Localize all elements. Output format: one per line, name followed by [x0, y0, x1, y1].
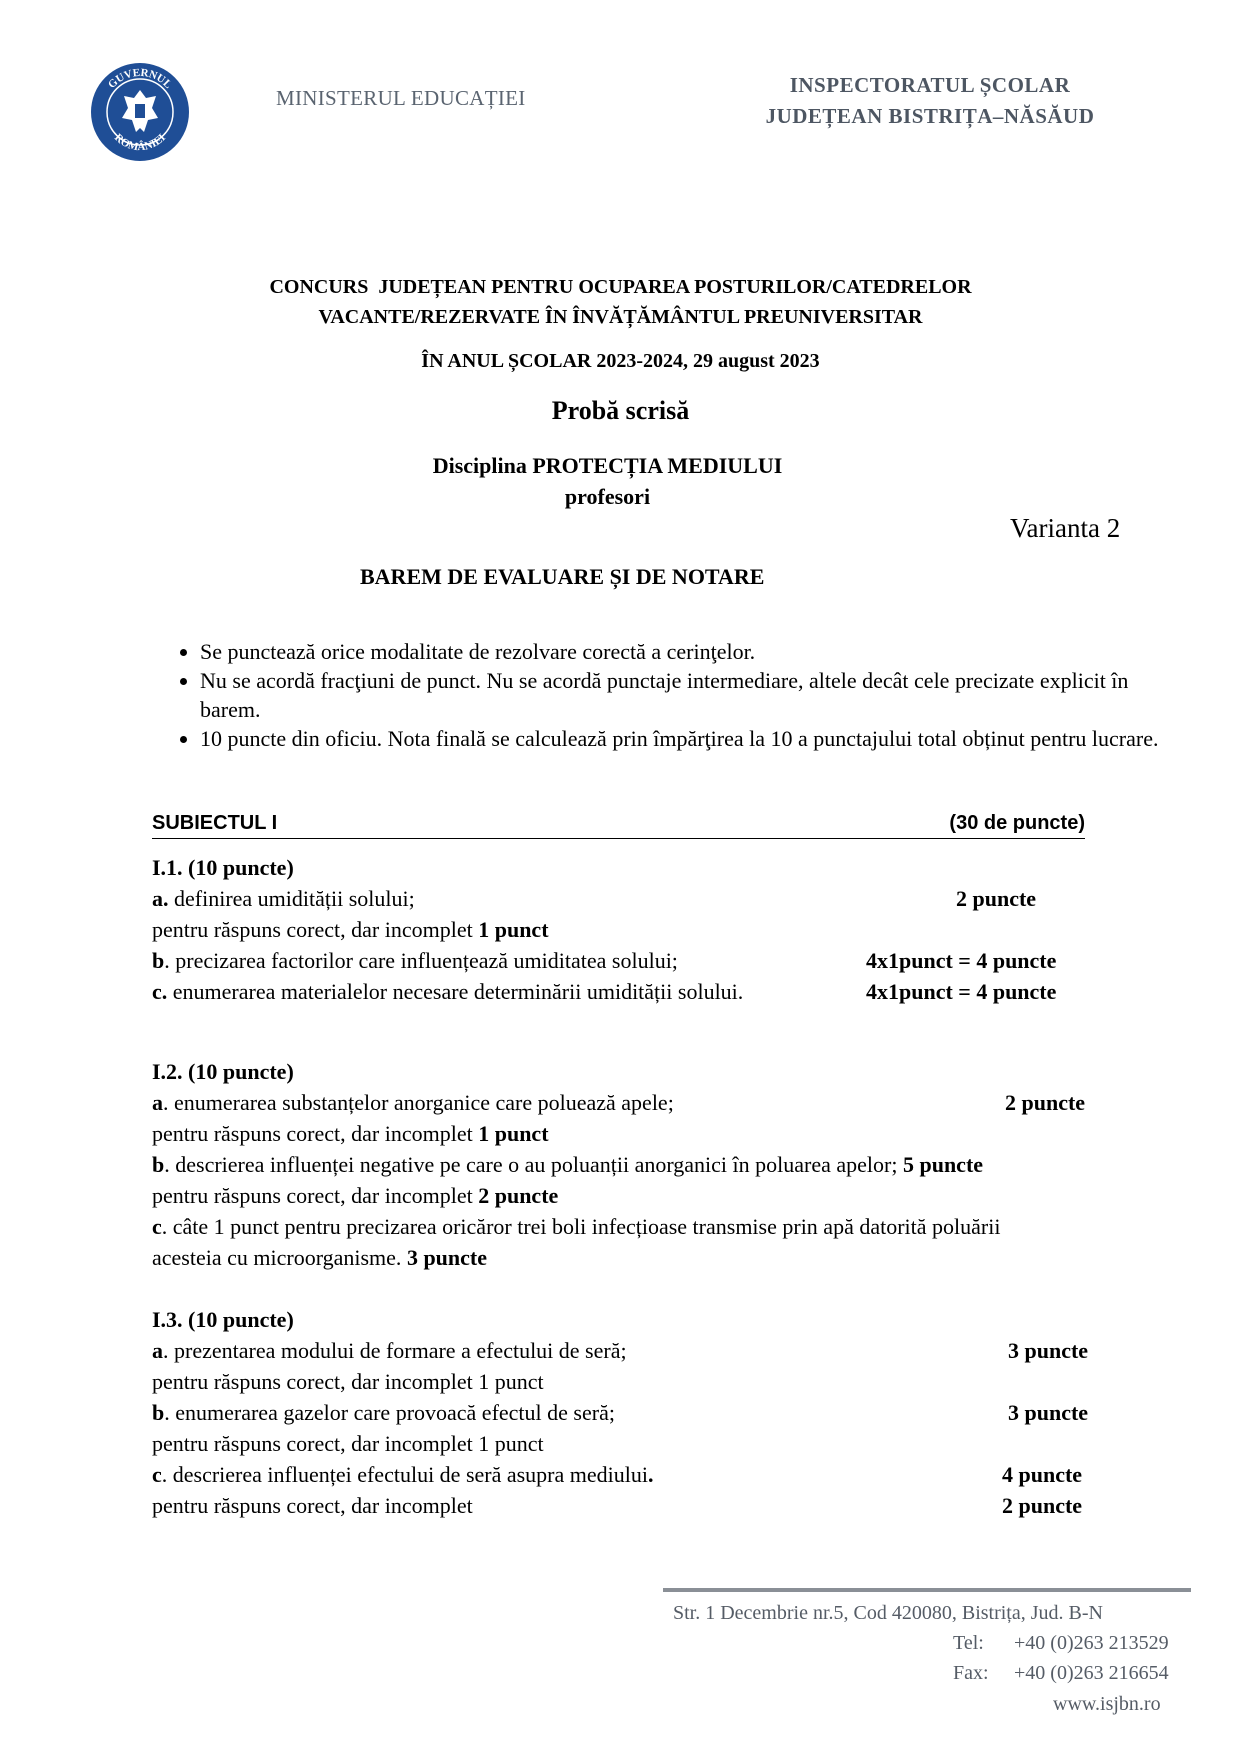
rules-list	[150, 637, 1190, 753]
ministry-name: MINISTERUL EDUCAȚIEI	[276, 86, 526, 110]
footer-tel-label: Tel:	[953, 1632, 984, 1654]
i3-heading: I.3. (10 puncte)	[152, 1307, 294, 1332]
i3-a-points: 3 puncte	[1008, 1338, 1089, 1363]
i1-a-points: 2 puncte	[956, 886, 1037, 911]
government-seal-logo	[90, 62, 190, 162]
i2-c-cont: acesteia cu microorganisme. 3 puncte	[152, 1245, 487, 1270]
i2-c: c. câte 1 punct pentru precizarea oricăror trei boli infecțioase transmise prin apă datorită poluării	[152, 1214, 1001, 1239]
list-item: • Nu se acordă fracţiuni de punct. Nu se acordă punctaje intermediare, altele decât cele precizate explicit în barem.	[200, 666, 1190, 724]
i3-b: b. enumerarea gazelor care provoacă efectul de seră;	[152, 1400, 615, 1425]
i2-a: a. enumerarea substanțelor anorganice care poluează apele;	[152, 1090, 674, 1115]
subject-header: SUBIECTUL I (30 de puncte)	[152, 812, 1085, 839]
footer-divider	[663, 1588, 1191, 1592]
school-year: ÎN ANUL ȘCOLAR 2023-2024, 29 august 2023	[421, 350, 820, 372]
i3-partial-3-points: 2 puncte	[1002, 1493, 1083, 1518]
i1-partial: pentru răspuns corect, dar incomplet 1 punct	[152, 917, 549, 942]
footer-tel: +40 (0)263 213529	[1014, 1632, 1169, 1654]
i1-b: b. precizarea factorilor care influențează umiditatea solului;	[152, 948, 678, 973]
i2-partial-1: pentru răspuns corect, dar incomplet 1 punct	[152, 1121, 549, 1146]
inspectorate-name: INSPECTORATUL ȘCOLAR JUDEȚEAN BISTRIȚA–NĂSĂUD	[765, 73, 1095, 128]
i3-c-points: 4 puncte	[1002, 1462, 1083, 1487]
i3-b-points: 3 puncte	[1008, 1400, 1089, 1425]
svg-text:GUVERNUL: GUVERNUL	[105, 66, 175, 91]
i3-c: c. descrierea influenței efectului de seră asupra mediului.	[152, 1462, 654, 1487]
i2-heading: I.2. (10 puncte)	[152, 1059, 294, 1084]
i3-a: a. prezentarea modului de formare a efectului de seră;	[152, 1338, 627, 1363]
footer-fax: +40 (0)263 216654	[1014, 1662, 1169, 1684]
i2-b: b. descrierea influenței negative pe care o au poluanții anorganici în poluarea apelor; 5 puncte	[152, 1152, 984, 1177]
list-item: • 10 puncte din oficiu. Nota finală se calculează prin împărţirea la 10 a punctajului total obținut pentru lucrare.	[200, 724, 1190, 753]
i1-c: c. enumerarea materialelor necesare determinării umidității solului.	[152, 979, 744, 1004]
list-item: • Se punctează orice modalitate de rezolvare corectă a cerinţelor.	[200, 637, 1190, 666]
i1-c-points: 4x1punct = 4 puncte	[866, 979, 1057, 1004]
svg-text:ROMÂNIEI: ROMÂNIEI	[111, 131, 169, 154]
exam-title: CONCURS JUDEȚEAN PENTRU OCUPAREA POSTURILOR/CATEDRELOR VACANTE/REZERVATE ÎN ÎNVĂȚĂMÂNTUL PREUNIVERSITAR	[269, 276, 972, 328]
variant-label: Varianta 2	[1010, 513, 1121, 543]
i2-partial-2: pentru răspuns corect, dar incomplet 2 puncte	[152, 1183, 559, 1208]
i1-heading: I.1. (10 puncte)	[152, 855, 294, 880]
i1-b-points: 4x1punct = 4 puncte	[866, 948, 1057, 973]
barem-title: BAREM DE EVALUARE ȘI DE NOTARE	[360, 564, 765, 589]
i2-a-points: 2 puncte	[1005, 1090, 1086, 1115]
footer-address: Str. 1 Decembrie nr.5, Cod 420080, Bistrița, Jud. B-N	[673, 1602, 1103, 1624]
i3-partial-3: pentru răspuns corect, dar incomplet	[152, 1493, 473, 1518]
proba-title: Probă scrisă	[551, 396, 690, 425]
footer-fax-label: Fax:	[953, 1662, 989, 1684]
i1-a: a. definirea umidității solului;	[152, 886, 415, 911]
i3-partial-1: pentru răspuns corect, dar incomplet 1 punct	[152, 1369, 544, 1394]
footer-website-link[interactable]: www.isjbn.ro	[1053, 1693, 1161, 1715]
i3-partial-2: pentru răspuns corect, dar incomplet 1 punct	[152, 1431, 544, 1456]
discipline: Disciplina PROTECȚIA MEDIULUI profesori	[432, 453, 783, 509]
